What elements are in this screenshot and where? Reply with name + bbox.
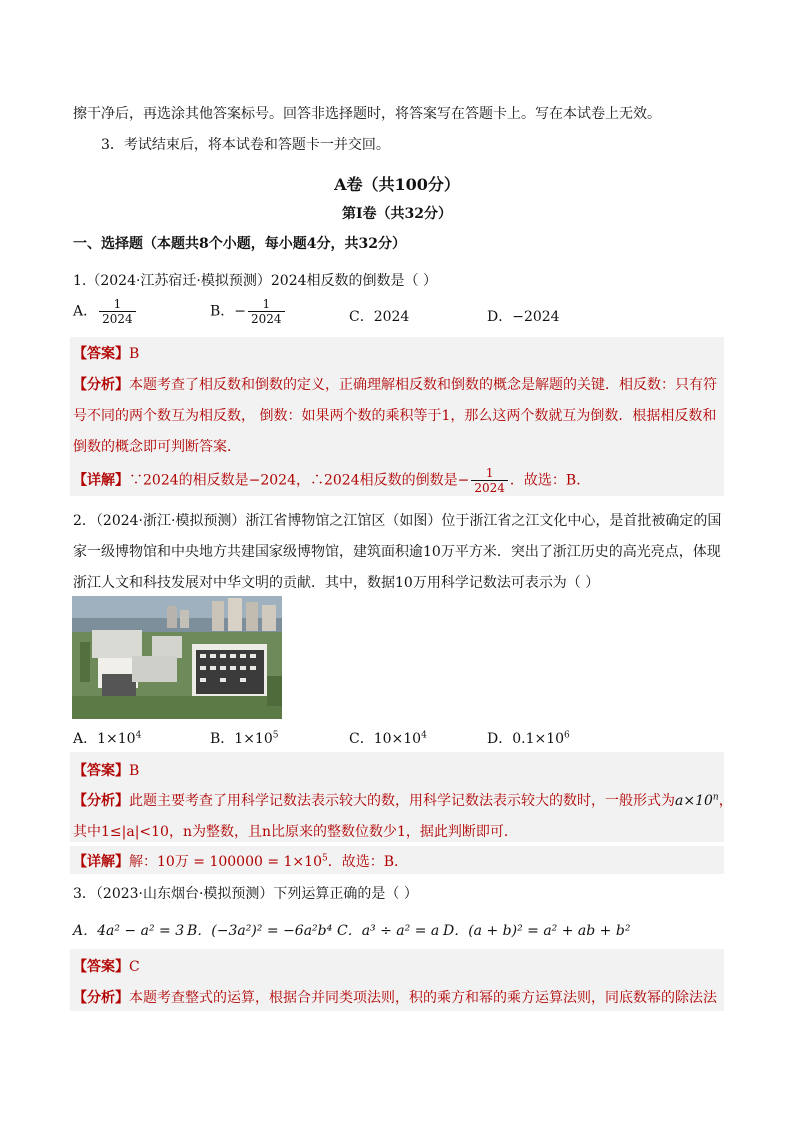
analysis-tag: 【分析】	[73, 377, 129, 393]
q1-option-a	[73, 297, 138, 326]
detail-tag: 【详解】	[73, 854, 129, 870]
museum-photo	[72, 596, 282, 719]
q2-option-c	[349, 728, 427, 748]
fraction-numerator: 1	[262, 297, 271, 311]
q2-detail	[73, 851, 408, 871]
q2-option-b	[210, 728, 278, 748]
analysis-text: 此题主要考查了用科学记数法表示较大的数，用科学记数法表示较大的数时，一般形式为	[129, 793, 675, 809]
intro-line-1: 擦干净后，再选涂其他答案标号。回答非选择题时，将答案写在答题卡上。写在本试卷上无效。	[73, 106, 661, 122]
fraction-numerator: 1	[485, 466, 494, 480]
q3-answer	[73, 956, 140, 976]
answer-tag: 【答案】	[73, 763, 129, 779]
q1-detail	[73, 466, 590, 495]
q3-stem: 3．（2023·山东烟台·模拟预测）下列运算正确的是（ ）	[73, 886, 418, 902]
q3-option-a: A．4a² − a² = 3	[73, 923, 185, 939]
detail-tag: 【详解】	[73, 472, 129, 489]
q3-option-c: C．a³ ÷ a² = a	[337, 923, 440, 939]
analysis-text-end: ，	[718, 793, 733, 809]
q1-analysis-line-1	[73, 374, 717, 394]
fraction-denominator: 2024	[471, 480, 508, 495]
detail-text: ∵2024的相反数是−2024，∴2024相反数的倒数是−	[129, 472, 470, 489]
answer-value: B	[129, 346, 140, 362]
option-text: A．1×10	[73, 731, 136, 747]
answer-value: C	[129, 959, 140, 975]
q2-analysis-line-2: 其中1≤|a|<10，n为整数，且n比原来的整数位数少1，据此判断即可．	[73, 824, 518, 840]
q2-stem-line-2: 家一级博物馆和中央地方共建国家级博物馆，建筑面积逾10万平方米．突出了浙江历史的高光亮点，体现	[73, 544, 721, 560]
detail-text: 解：10万 = 100000 = 1×10	[129, 854, 322, 870]
q1-analysis-line-2: 号不同的两个数互为相反数， 倒数：如果两个数的乘积等于1，那么这两个数就互为倒数．根据相反数和	[73, 408, 717, 424]
q2-stem-line-1: 2．（2024·浙江·模拟预测）浙江省博物馆之江馆区（如图）位于浙江省之江文化中心，是首批被确定的国	[73, 513, 722, 529]
q1-option-b	[210, 297, 287, 326]
q2-option-d	[487, 728, 570, 748]
analysis-text: 本题考查了相反数和倒数的定义，正确理解相反数和倒数的概念是解题的关键．相反数：只有符	[129, 377, 717, 393]
q1-stem: 1.（2024·江苏宿迁·模拟预测）2024相反数的倒数是（ ）	[73, 273, 437, 289]
q2-stem-line-3: 浙江人文和科技发展对中华文明的贡献．其中，数据10万用科学记数法可表示为（ ）	[73, 575, 600, 591]
answer-tag: 【答案】	[73, 346, 129, 362]
section-title: A卷（共100分）	[334, 175, 460, 194]
answer-value: B	[129, 763, 140, 779]
fraction-denominator: 2024	[99, 311, 136, 326]
q1-option-b-fraction	[248, 297, 285, 326]
fraction-denominator: 2024	[248, 311, 285, 326]
q1-option-a-fraction	[99, 297, 136, 326]
q1-option-d: D．−2024	[487, 309, 560, 325]
option-text: C．10×10	[349, 731, 422, 747]
q3-option-b: B．(−3a²)² = −6a²b⁴	[187, 923, 333, 939]
analysis-tag: 【分析】	[73, 990, 129, 1006]
q3-option-d: D．(a + b)² = a² + ab + b²	[443, 923, 631, 939]
detail-text-end: ．故选：B．	[327, 854, 409, 870]
analysis-math: a×10	[675, 793, 713, 809]
q2-analysis-line-1	[73, 790, 733, 810]
option-exponent: 6	[564, 730, 570, 741]
analysis-exponent: n	[712, 792, 719, 803]
q1-analysis-line-3: 倒数的概念即可判断答案．	[73, 439, 241, 455]
q3-analysis-line-1	[73, 987, 717, 1007]
detail-exponent: 5	[321, 853, 328, 864]
q2-option-a	[73, 728, 141, 748]
section-subtitle: 第Ⅰ卷（共32分）	[341, 206, 453, 222]
option-text: D．0.1×10	[487, 731, 565, 747]
analysis-tag: 【分析】	[73, 793, 129, 809]
q1-option-b-label: B．−	[210, 303, 247, 320]
fraction-numerator: 1	[113, 297, 122, 311]
answer-tag: 【答案】	[73, 959, 129, 975]
option-text: B．1×10	[210, 731, 273, 747]
q1-detail-fraction	[471, 466, 508, 495]
detail-text-end: ．故选：B．	[509, 472, 591, 489]
option-exponent: 4	[135, 730, 142, 741]
q1-option-c: C．2024	[349, 309, 410, 325]
option-exponent: 5	[272, 730, 279, 741]
q1-option-a-label: A．	[73, 303, 98, 320]
option-exponent: 4	[421, 730, 427, 741]
q2-answer	[73, 760, 139, 780]
section-heading: 一、选择题（本题共8个小题，每小题4分，共32分）	[73, 236, 406, 252]
q1-answer	[73, 343, 139, 363]
analysis-text: 本题考查整式的运算，根据合并同类项法则，积的乘方和幂的乘方运算法则，同底数幂的除法法	[129, 990, 717, 1006]
intro-line-2: 3．考试结束后，将本试卷和答题卡一并交回。	[101, 137, 390, 153]
